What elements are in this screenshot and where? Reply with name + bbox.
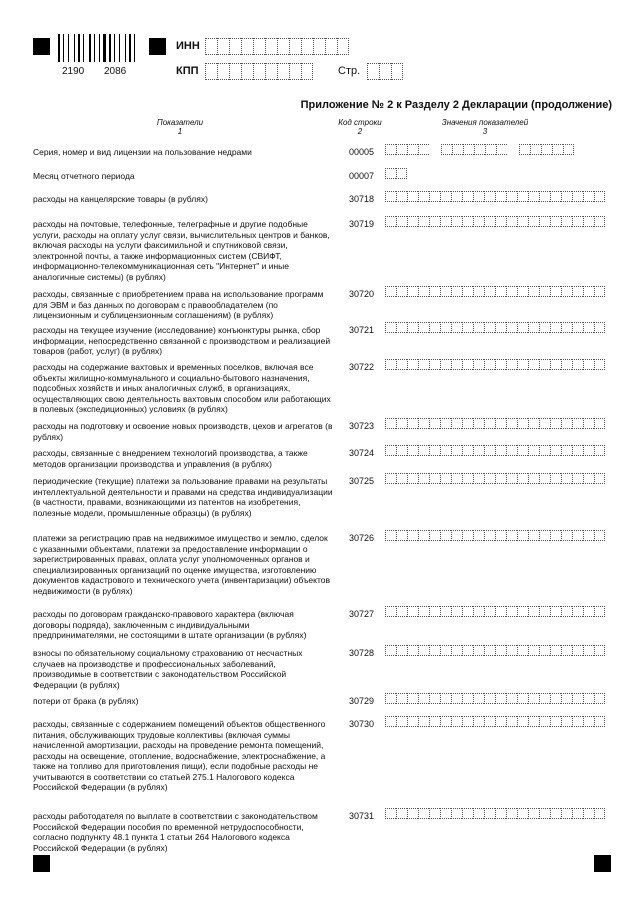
row-value-field[interactable] — [385, 322, 605, 333]
row-label: расходы на подготовку и освоение новых производств, цехов и агрегатов (в рублях) — [33, 421, 333, 442]
row-value-field[interactable] — [385, 693, 605, 704]
row-label: расходы на содержание вахтовых и временных поселков, включая все объекты жилищно-коммунального и социально-бытового назначения, подсобных хозяйств и иных аналогичных служб, в организациях, осуществляющих свою деятельность вахтовым способом или работающих в полевых (экспедиционных) условиях (в рублях) — [33, 362, 331, 414]
row-code: 00007 — [349, 171, 375, 181]
row-label: расходы на почтовые, телефонные, телеграфные и другие подобные услуги, расходы на оплату услуг связи, вычислительных центров и банков, включая расходы на услуги факсимильной и спутниковой связи, электронной почты, а также информационных систем (СВИФТ, информационно-телекоммуникационная сеть "Интернет" и иные аналогичные системы) (в рублях) — [33, 219, 330, 282]
row-code: 30731 — [349, 811, 375, 821]
corner-marker-top-mid — [149, 38, 166, 55]
row-label: расходы работодателя по выплате в соответствии с законодательством Российской Федерации пособия по временной нетрудоспособности, согласно подпункту 48.1 пункта 1 статьи 264 Налогового кодекса Российской Федерации (в рублях) — [33, 811, 318, 853]
row-code: 30728 — [349, 648, 375, 658]
row-code: 30720 — [349, 289, 375, 299]
row-code: 30724 — [349, 448, 375, 458]
row-code: 30721 — [349, 325, 375, 335]
row-label: потери от брака (в рублях) — [33, 696, 139, 706]
row-code: 30722 — [349, 362, 375, 372]
row-code: 30726 — [349, 533, 375, 543]
corner-marker-top-left — [33, 38, 50, 55]
row-value-field[interactable] — [385, 445, 605, 456]
row-label: платежи за регистрацию прав на недвижимое имущество и землю, сделок с указанными объектами, платежи за предоставление информации о зарегистрированных правах, оплата услуг уполномоченных органов и специализированных организаций по оценке имущества, изготовлению документов кадастрового и технического учета (инвентаризации) объектов недвижимости (в рублях) — [33, 533, 330, 596]
corner-marker-bottom-right — [594, 855, 611, 872]
row-value-field[interactable] — [385, 191, 605, 202]
row-value-field[interactable] — [385, 473, 605, 484]
page-field[interactable] — [367, 63, 403, 80]
row-label: расходы, связанные с внедрением технологий производства, а также методов организации производства и управления (в рублях) — [33, 448, 308, 469]
row-value-field[interactable] — [385, 144, 605, 155]
row-code: 30730 — [349, 719, 375, 729]
row-code: 30723 — [349, 421, 375, 431]
barcode-number-right: 2086 — [104, 66, 127, 77]
row-value-field[interactable] — [385, 606, 605, 617]
kpp-label: КПП — [176, 65, 199, 77]
row-value-field[interactable] — [385, 645, 605, 656]
column-header-indicators: Показатели 1 — [156, 118, 204, 136]
row-value-field[interactable] — [385, 359, 605, 370]
row-value-field[interactable] — [385, 530, 605, 541]
row-code: 00005 — [349, 147, 375, 157]
kpp-field[interactable] — [205, 63, 313, 80]
row-label: расходы по договорам гражданско-правового характера (включая договоры подряда), заключенным с индивидуальными предпринимателями, не состоящими в штате организации (в рублях) — [33, 609, 307, 640]
column-header-values: Значения показателей 3 — [441, 118, 529, 136]
row-label: расходы на текущее изучение (исследование) конъюнктуры рынка, сбор информации, непосредственно связанной с производством и реализацией товаров (работ, услуг) (в рублях) — [33, 325, 331, 356]
row-value-field[interactable] — [385, 168, 605, 179]
corner-marker-bottom-left — [33, 855, 50, 872]
row-value-field[interactable] — [385, 418, 605, 429]
row-value-field[interactable] — [385, 808, 605, 819]
row-label: Месяц отчетного периода — [33, 171, 135, 181]
row-value-field[interactable] — [385, 216, 605, 227]
inn-field[interactable] — [205, 38, 349, 55]
row-code: 30725 — [349, 476, 375, 486]
row-value-field[interactable] — [385, 286, 605, 297]
row-code: 30719 — [349, 219, 375, 229]
column-header-code: Код строки 2 — [338, 118, 382, 136]
row-label: Серия, номер и вид лицензии на пользование недрами — [33, 147, 252, 157]
row-code: 30718 — [349, 194, 375, 204]
inn-label: ИНН — [176, 40, 200, 52]
row-code: 30729 — [349, 696, 375, 706]
barcode — [58, 34, 140, 62]
row-label: периодические (текущие) платежи за пользование правами на результаты интеллектуальной деятельности и правами на средства индивидуализации (в частности, правами, возникающими из патентов на изобретения, полезные модели, промышленные образцы) (в рублях) — [33, 476, 333, 518]
row-label: расходы, связанные с содержанием помещений объектов общественного питания, обслуживающих трудовые коллективы (включая суммы начисленной амортизации, расходы на проведение ремонта помещений, расходы на освещение, отопление, водоснабжение, электроснабжение, а также на топливо для приготовления пищи), если подобные расходы не учитываются в соответствии со статьей 275.1 Налогового кодекса Российской Федерации (в рублях) — [33, 719, 326, 792]
row-code: 30727 — [349, 609, 375, 619]
page-label: Стр. — [338, 65, 361, 77]
row-label: расходы, связанные с приобретением права на использование программ для ЭВМ и баз данных по договорам с правообладателем (по лицензионным и сублицензионным соглашениям) (в рублях) — [33, 289, 324, 320]
row-label: взносы по обязательному социальному страхованию от несчастных случаев на производстве и профессиональных заболеваний, производимые в соответствии с законодательством Российской Федерации (в рублях) — [33, 648, 303, 690]
page-title: Приложение № 2 к Разделу 2 Декларации (продолжение) — [300, 99, 612, 111]
row-value-field[interactable] — [385, 716, 605, 727]
barcode-number-left: 2190 — [62, 66, 85, 77]
row-label: расходы на канцелярские товары (в рублях) — [33, 194, 208, 204]
